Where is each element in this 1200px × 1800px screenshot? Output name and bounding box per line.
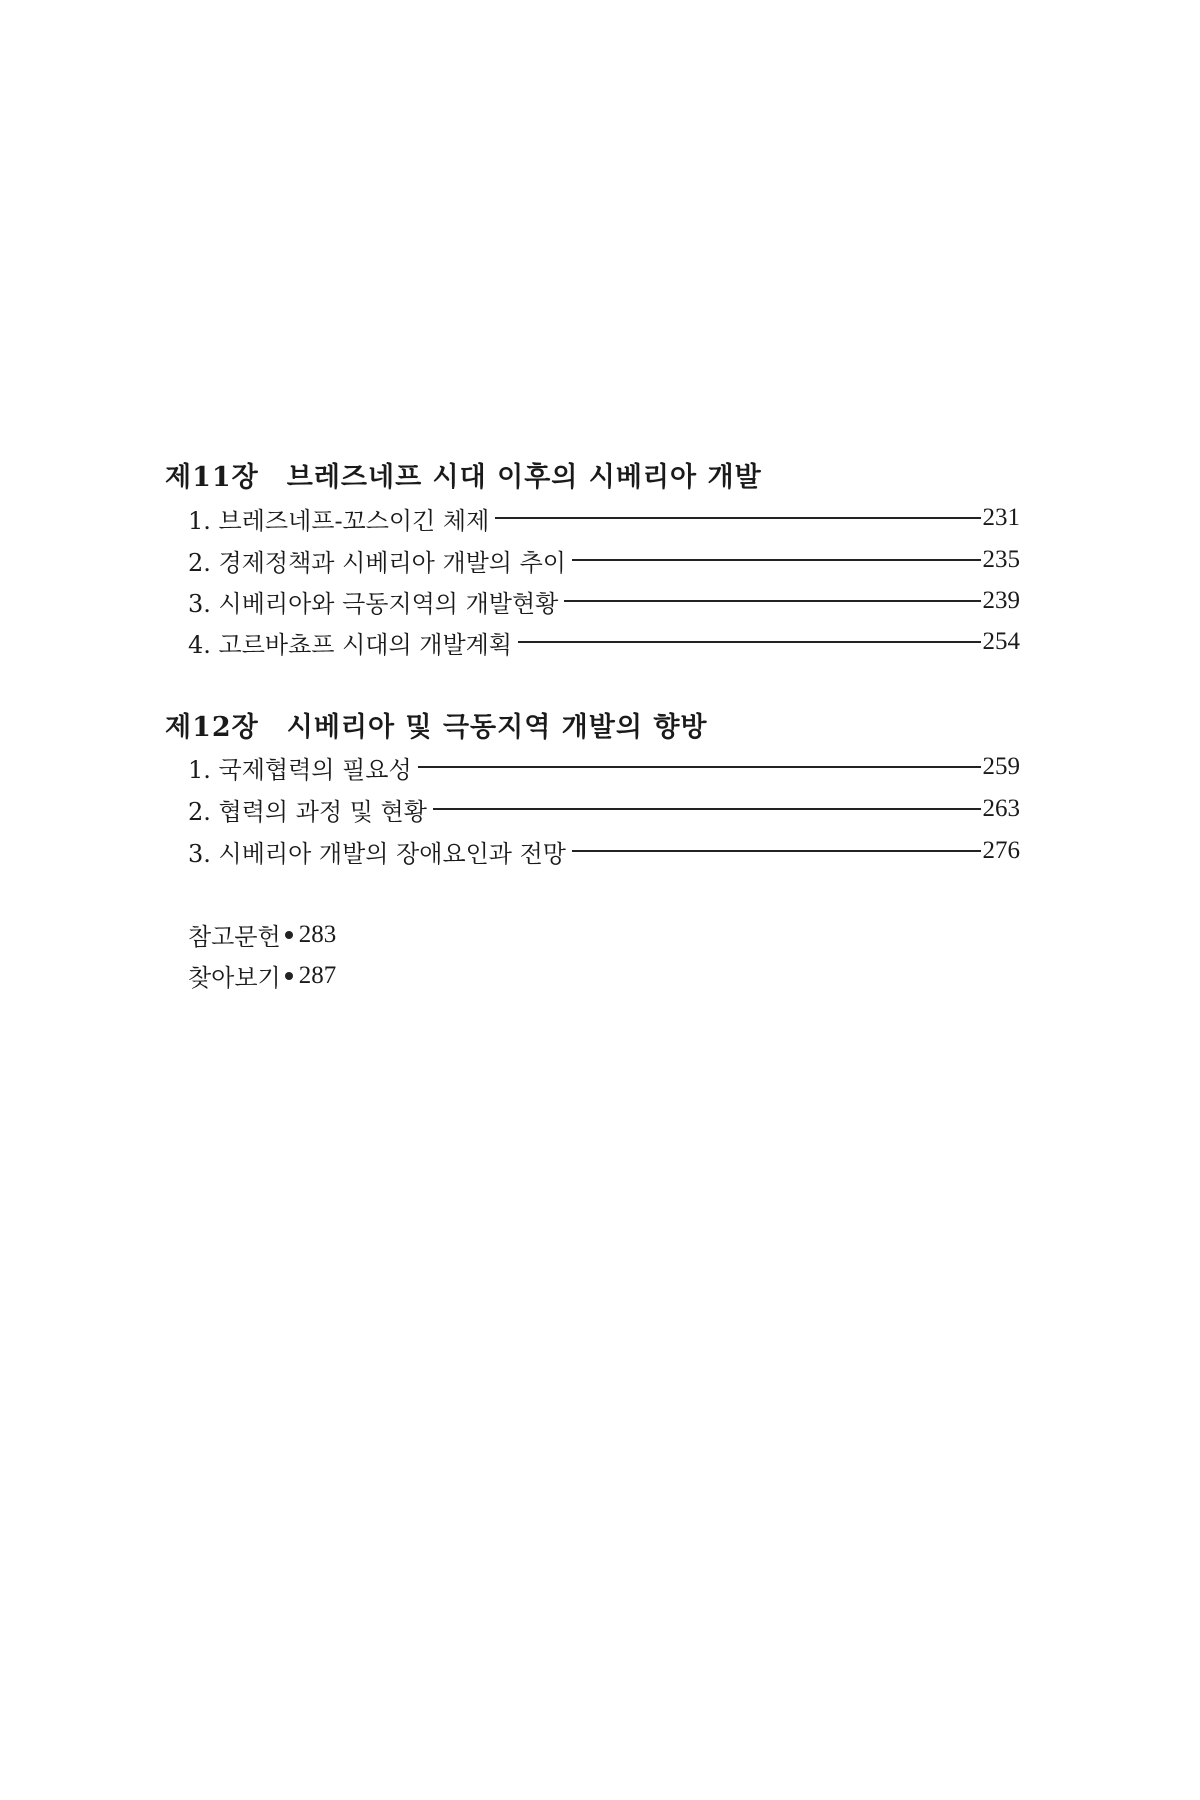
toc-entry-page: 259: [982, 753, 1020, 780]
back-matter-label: 찾아보기: [188, 964, 281, 992]
back-matter-page: 283: [298, 920, 337, 948]
back-matter-item-index[interactable]: [188, 958, 336, 993]
toc-entry-page: 254: [982, 628, 1020, 655]
toc-entry-label: 4. 고르바쵸프 시대의 개발계획: [188, 630, 512, 659]
back-matter-page: 287: [298, 961, 337, 989]
toc-entry-label: 3. 시베리아와 극동지역의 개발현황: [188, 589, 559, 618]
leader-line: [518, 641, 981, 643]
toc-entry-page: 263: [982, 795, 1020, 822]
leader-line: [433, 808, 981, 810]
bullet-icon: [285, 972, 293, 980]
toc-entry-label: 2. 협력의 과정 및 현황: [188, 797, 427, 826]
chapter-number: 제12장: [165, 712, 259, 743]
back-matter-label: 참고문헌: [188, 923, 281, 951]
toc-entry-label: 1. 국제협력의 필요성: [188, 755, 412, 784]
toc-entry-page: 231: [982, 504, 1020, 531]
leader-line: [572, 559, 981, 561]
chapter-12-heading: [165, 705, 708, 744]
chapter-number: 제11장: [165, 462, 259, 493]
chapter-title: 시베리아 및 극동지역 개발의 향방: [286, 712, 708, 743]
chapter-11-heading: [165, 455, 762, 494]
toc-entry[interactable]: [188, 789, 1020, 829]
toc-entry-label: 2. 경제정책과 시베리아 개발의 추이: [188, 548, 566, 577]
toc-entry[interactable]: [188, 747, 1020, 787]
toc-entry-page: 276: [982, 837, 1020, 864]
back-matter-item-references[interactable]: [188, 917, 336, 952]
leader-line: [418, 766, 981, 768]
chapter-title: 브레즈네프 시대 이후의 시베리아 개발: [286, 462, 762, 493]
leader-line: [495, 517, 980, 519]
toc-entry-label: 3. 시베리아 개발의 장애요인과 전망: [188, 839, 566, 868]
toc-entry[interactable]: [188, 831, 1020, 871]
toc-entry[interactable]: [188, 622, 1020, 662]
toc-entry[interactable]: [188, 540, 1020, 580]
toc-entry-page: 235: [982, 546, 1020, 573]
toc-entry-page: 239: [982, 587, 1020, 614]
toc-entry-label: 1. 브레즈네프-꼬스이긴 체제: [188, 506, 490, 535]
toc-entry[interactable]: [188, 498, 1020, 538]
leader-line: [572, 850, 981, 852]
leader-line: [564, 600, 980, 602]
toc-entry[interactable]: [188, 581, 1020, 621]
bullet-icon: [285, 931, 293, 939]
